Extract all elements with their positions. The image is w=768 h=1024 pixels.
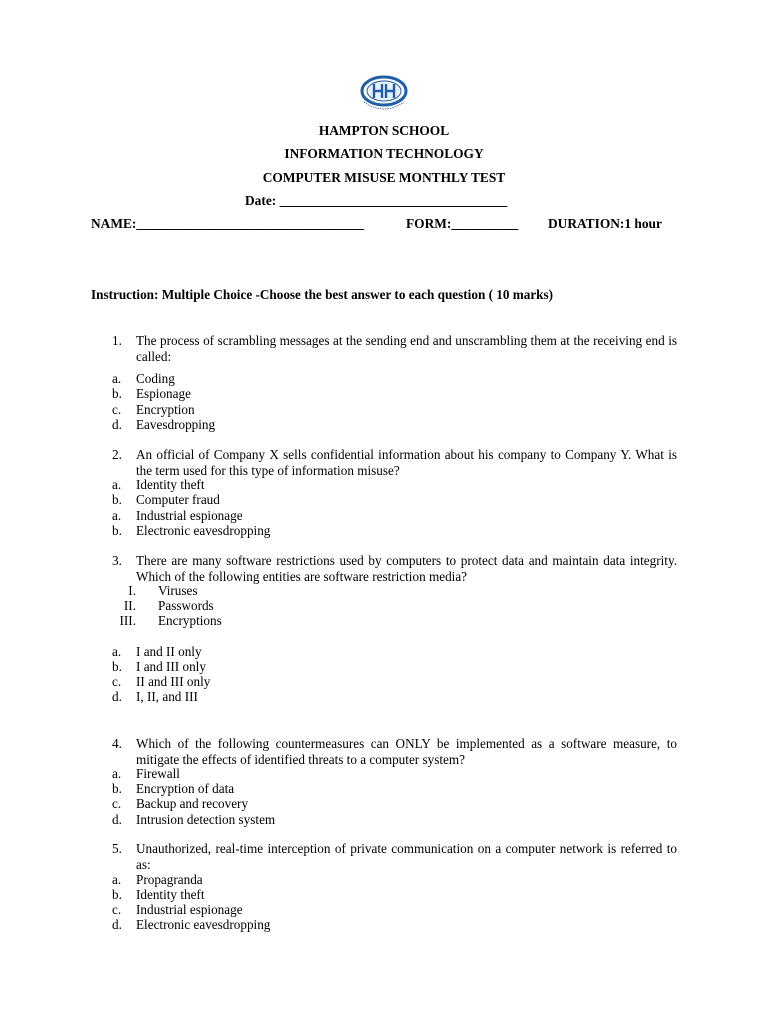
- subject-title: INFORMATION TECHNOLOGY: [284, 146, 484, 161]
- question-text: Unauthorized, real-time interception of private communication on a computer network is referred to as:: [136, 841, 677, 872]
- roman-item-text: Passwords: [158, 598, 214, 613]
- test-title: COMPUTER MISUSE MONTHLY TEST: [262, 170, 506, 185]
- option-text: II and III only: [136, 674, 211, 689]
- option-letter: c.: [112, 902, 122, 917]
- option-letter: b.: [112, 492, 122, 507]
- roman-numeral: II.: [123, 598, 136, 613]
- question-number: 4.: [112, 736, 122, 751]
- school-name: HAMPTON SCHOOL: [318, 123, 450, 138]
- roman-numeral: I.: [128, 583, 136, 598]
- option-text: Encryption: [136, 402, 195, 417]
- option-letter: d.: [112, 917, 122, 932]
- option-text: Backup and recovery: [136, 796, 249, 811]
- option-text: Computer fraud: [136, 492, 220, 507]
- option-letter: d.: [112, 812, 122, 827]
- duration-label: DURATION:1 hour: [548, 216, 662, 231]
- option-letter: a.: [112, 872, 122, 887]
- question-text: There are many software restrictions used by computers to protect data and maintain data integrity. Which of the following entities are software restriction media?: [136, 553, 677, 584]
- option-text: Espionage: [136, 386, 191, 401]
- form-field[interactable]: FORM:__________: [406, 216, 519, 231]
- option-text: Eavesdropping: [136, 417, 216, 432]
- roman-item-text: Encryptions: [158, 613, 222, 628]
- option-text: Electronic eavesdropping: [136, 523, 271, 538]
- option-text: Identity theft: [136, 887, 205, 902]
- option-text: I and II only: [136, 644, 202, 659]
- option-letter: a.: [112, 508, 122, 523]
- question-number: 1.: [112, 333, 122, 348]
- school-crest-logo: [346, 72, 422, 114]
- option-text: Encryption of data: [136, 781, 235, 796]
- option-text: Firewall: [136, 766, 180, 781]
- option-text: Industrial espionage: [136, 508, 243, 523]
- option-letter: b.: [112, 523, 122, 538]
- option-letter: a.: [112, 644, 122, 659]
- option-letter: a.: [112, 766, 122, 781]
- question-number: 2.: [112, 447, 122, 462]
- question-number: 5.: [112, 841, 122, 856]
- option-letter: b.: [112, 659, 122, 674]
- option-letter: c.: [112, 674, 122, 689]
- option-text: Electronic eavesdropping: [136, 917, 271, 932]
- question-number: 3.: [112, 553, 122, 568]
- roman-numeral: III.: [119, 613, 136, 628]
- option-letter: d.: [112, 689, 122, 704]
- option-letter: b.: [112, 386, 122, 401]
- option-text: Propagranda: [136, 872, 203, 887]
- option-letter: c.: [112, 796, 122, 811]
- question-text: An official of Company X sells confidential information about his company to Company Y. What is the term used for this type of information misuse?: [136, 447, 677, 478]
- roman-item-text: Viruses: [158, 583, 198, 598]
- option-text: Coding: [136, 371, 175, 386]
- option-text: Intrusion detection system: [136, 812, 276, 827]
- date-field[interactable]: Date: __________________________________: [245, 193, 508, 208]
- option-letter: a.: [112, 371, 122, 386]
- instruction-text: Instruction: Multiple Choice -Choose the best answer to each question ( 10 marks): [91, 287, 554, 302]
- question-text: Which of the following countermeasures can ONLY be implemented as a software measure, to mitigate the effects of identified threats to a computer system?: [136, 736, 677, 767]
- option-letter: b.: [112, 887, 122, 902]
- option-letter: d.: [112, 417, 122, 432]
- option-letter: a.: [112, 477, 122, 492]
- option-text: I, II, and III: [136, 689, 198, 704]
- name-field[interactable]: NAME:__________________________________: [91, 216, 365, 231]
- option-letter: c.: [112, 402, 122, 417]
- option-letter: b.: [112, 781, 122, 796]
- question-text: The process of scrambling messages at the sending end and unscrambling them at the receiving end is called:: [136, 333, 677, 364]
- option-text: Industrial espionage: [136, 902, 243, 917]
- option-text: Identity theft: [136, 477, 205, 492]
- option-text: I and III only: [136, 659, 206, 674]
